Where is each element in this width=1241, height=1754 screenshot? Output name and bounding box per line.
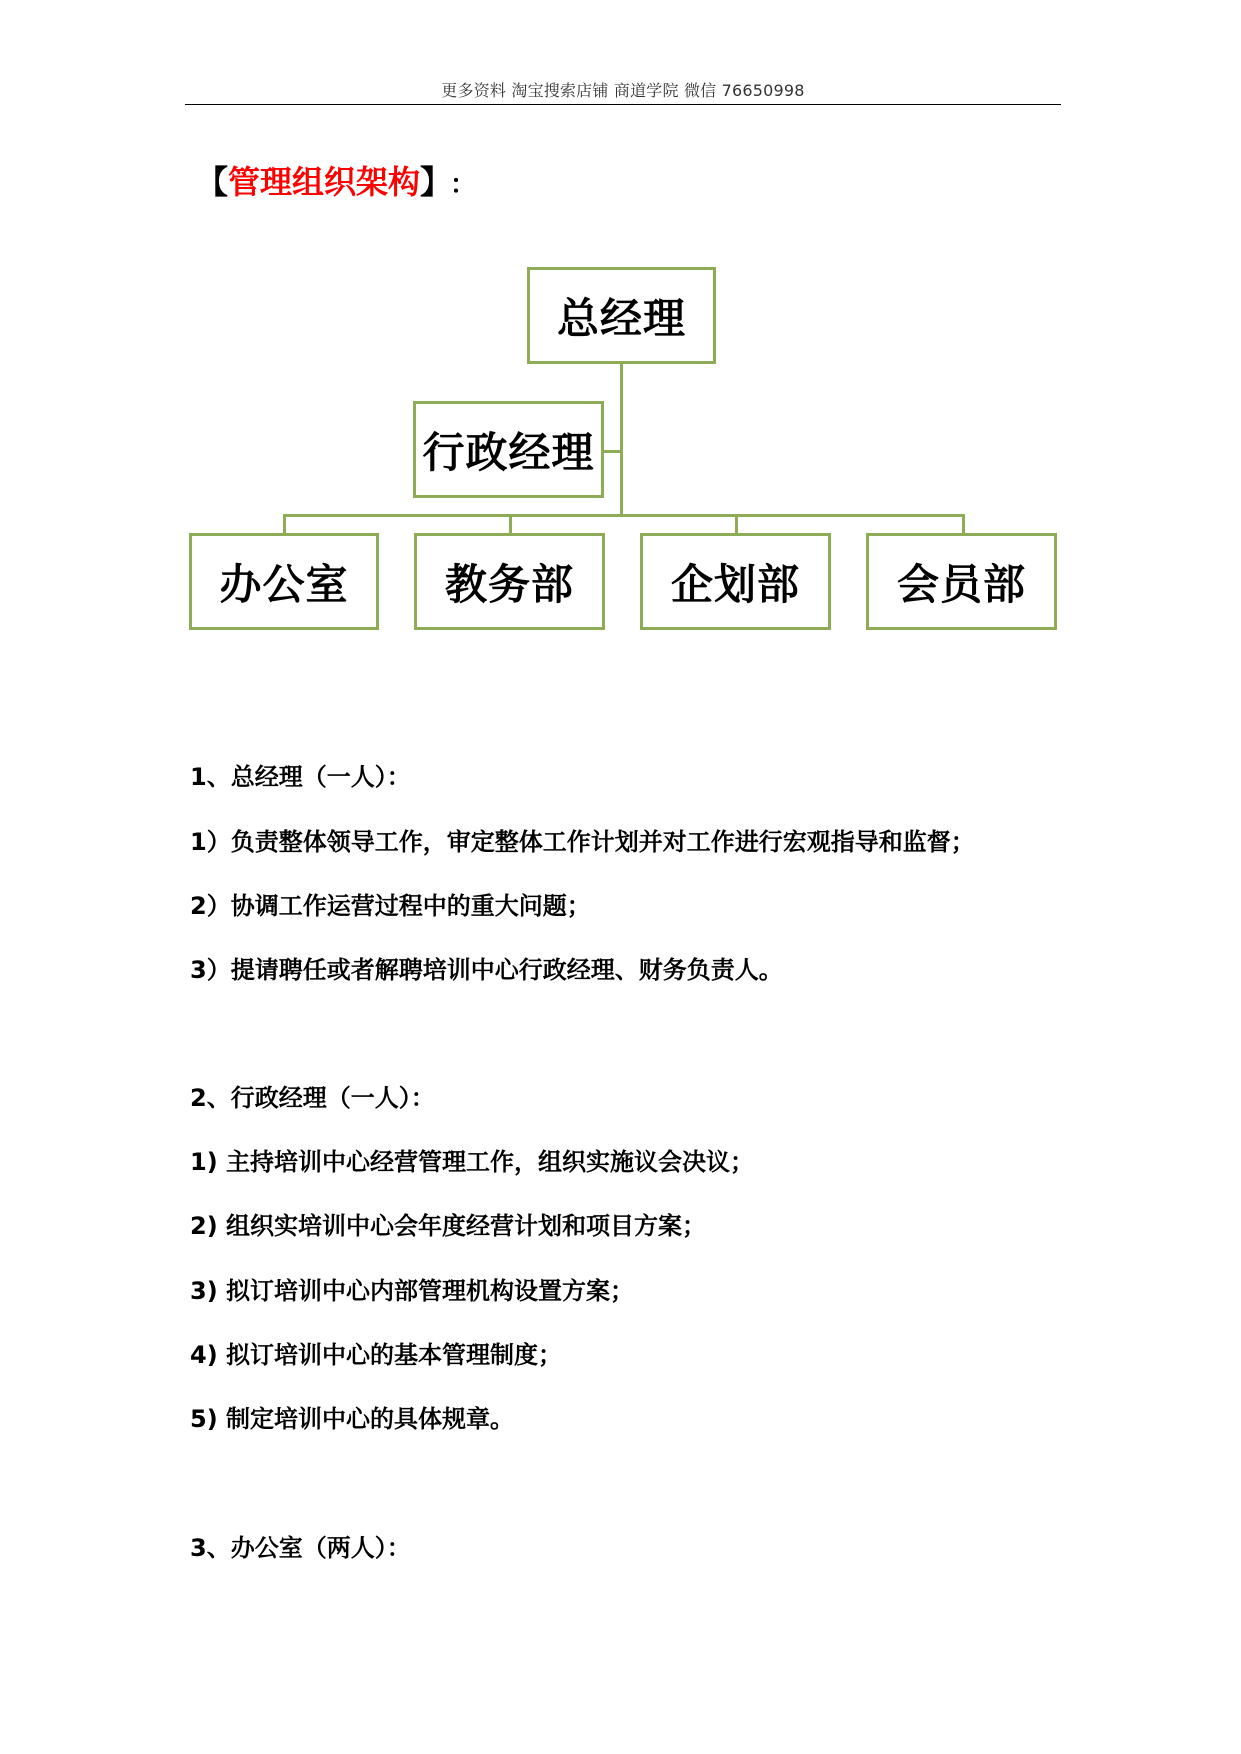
connector-dept-1 xyxy=(283,514,286,534)
connector-top-vertical xyxy=(620,364,623,516)
section-2-item: 5) 制定培训中心的具体规章。 xyxy=(190,1405,515,1433)
section-2-item: 3) 拟订培训中心内部管理机构设置方案； xyxy=(190,1277,635,1305)
section-1-item: 1）负责整体领导工作，审定整体工作计划并对工作进行宏观指导和监督； xyxy=(190,828,975,856)
section-2-heading: 2、行政经理（一人）： xyxy=(190,1084,435,1112)
section-1-item: 2）协调工作运营过程中的重大问题； xyxy=(190,892,591,920)
connector-assistant xyxy=(604,450,621,453)
org-node-academic: 教务部 xyxy=(414,533,605,630)
title-text: 管理组织架构 xyxy=(228,163,421,201)
section-2-item: 1) 主持培训中心经营管理工作，组织实施议会决议； xyxy=(190,1148,755,1176)
connector-dept-4 xyxy=(962,514,965,534)
section-2-item: 2) 组织实培训中心会年度经营计划和项目方案； xyxy=(190,1212,707,1240)
section-1-heading: 1、总经理（一人）： xyxy=(190,763,411,791)
title-colon: ： xyxy=(450,170,477,200)
title-bracket-open: 【 xyxy=(196,163,229,201)
page-header-text: 更多资料 淘宝搜索店铺 商道学院 微信 76650998 xyxy=(441,81,805,100)
connector-dept-3 xyxy=(735,514,738,534)
org-node-general-manager: 总经理 xyxy=(527,267,716,364)
title-bracket-close: 】 xyxy=(420,163,437,201)
section-1-item: 3）提请聘任或者解聘培训中心行政经理、财务负责人。 xyxy=(190,956,783,984)
org-node-membership: 会员部 xyxy=(866,533,1057,630)
section-2-item: 4) 拟订培训中心的基本管理制度； xyxy=(190,1341,563,1369)
org-node-office: 办公室 xyxy=(189,533,379,630)
connector-dept-2 xyxy=(509,514,512,534)
section-3-heading: 3、办公室（两人）： xyxy=(190,1534,411,1562)
connector-horizontal xyxy=(283,514,965,517)
org-node-admin-manager: 行政经理 xyxy=(413,401,604,498)
org-node-planning: 企划部 xyxy=(640,533,831,630)
org-chart xyxy=(0,0,1241,700)
